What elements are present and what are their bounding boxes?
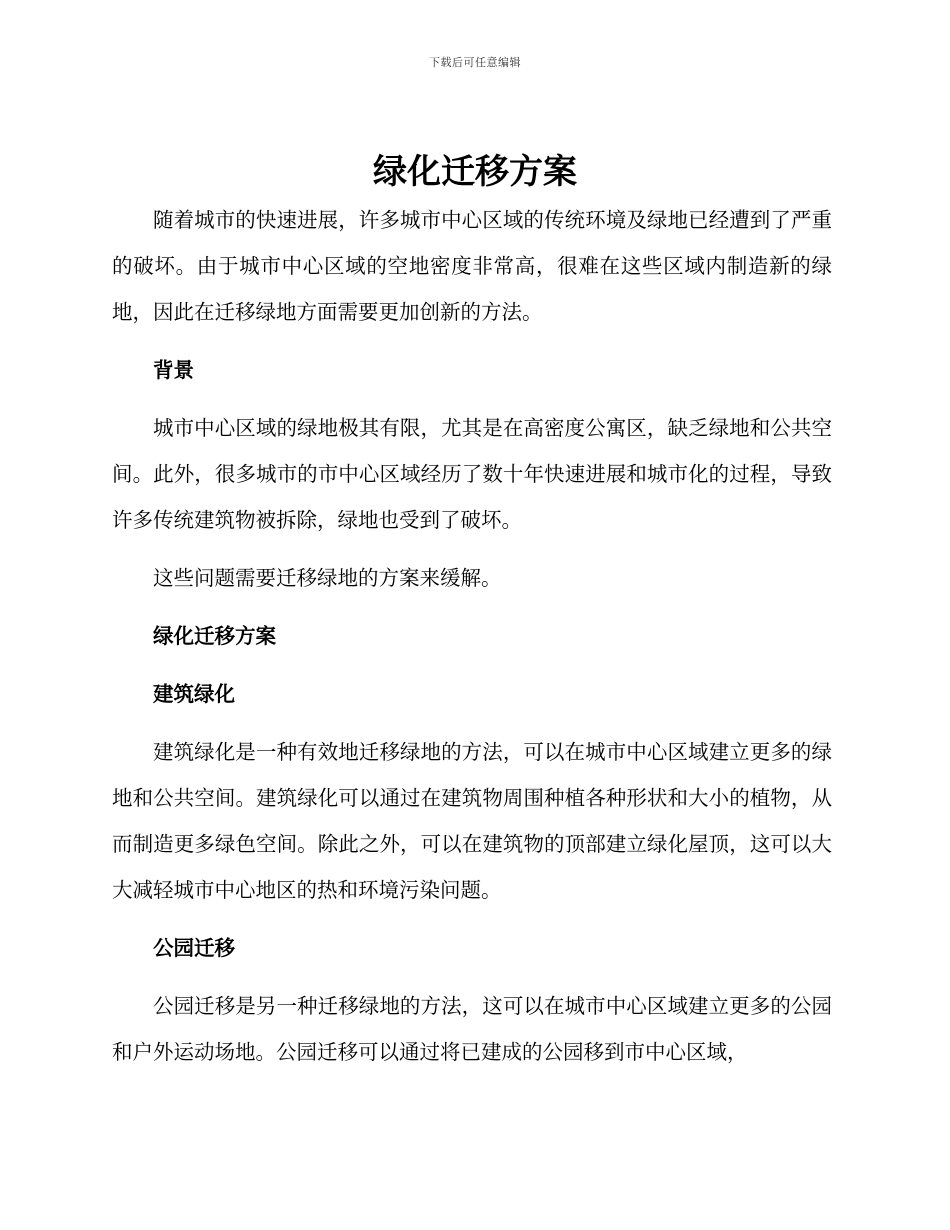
page-header-note: 下载后可任意编辑: [429, 56, 521, 69]
document-body: [112, 197, 832, 1087]
building-greening-paragraph: 建筑绿化是一种有效地迁移绿地的方法，可以在城市中心区域建立更多的绿地和公共空间。建筑绿化可以通过在建筑物周围种植各种形状和大小的植物，从而制造更多绿色空间。除此之外，可以在建筑物的顶部建立绿化屋顶，这可以大大减轻城市中心地区的热和环境污染问题。: [112, 740, 832, 902]
document-title: 绿化迁移方案: [373, 152, 577, 192]
intro-paragraph: 随着城市的快速进展，许多城市中心区域的传统环境及绿地已经遭到了严重的破坏。由于城市中心区域的空地密度非常高，很难在这些区域内制造新的绿地，因此在迁移绿地方面需要更加创新的方法。: [112, 208, 832, 324]
park-relocation-heading: 公园迁移: [153, 936, 235, 960]
park-relocation-paragraph: 公园迁移是另一种迁移绿地的方法，这可以在城市中心区域建立更多的公园和户外运动场地。公园迁移可以通过将已建成的公园移到市中心区域，: [112, 994, 832, 1064]
background-heading: 背景: [153, 358, 194, 382]
background-conclusion-paragraph: 这些问题需要迁移绿地的方案来缓解。: [153, 566, 502, 590]
building-greening-heading: 建筑绿化: [153, 682, 235, 706]
plan-heading: 绿化迁移方案: [153, 624, 276, 648]
background-paragraph: 城市中心区域的绿地极其有限，尤其是在高密度公寓区，缺乏绿地和公共空间。此外，很多城市的市中心区域经历了数十年快速进展和城市化的过程，导致许多传统建筑物被拆除，绿地也受到了破坏。: [112, 416, 832, 532]
